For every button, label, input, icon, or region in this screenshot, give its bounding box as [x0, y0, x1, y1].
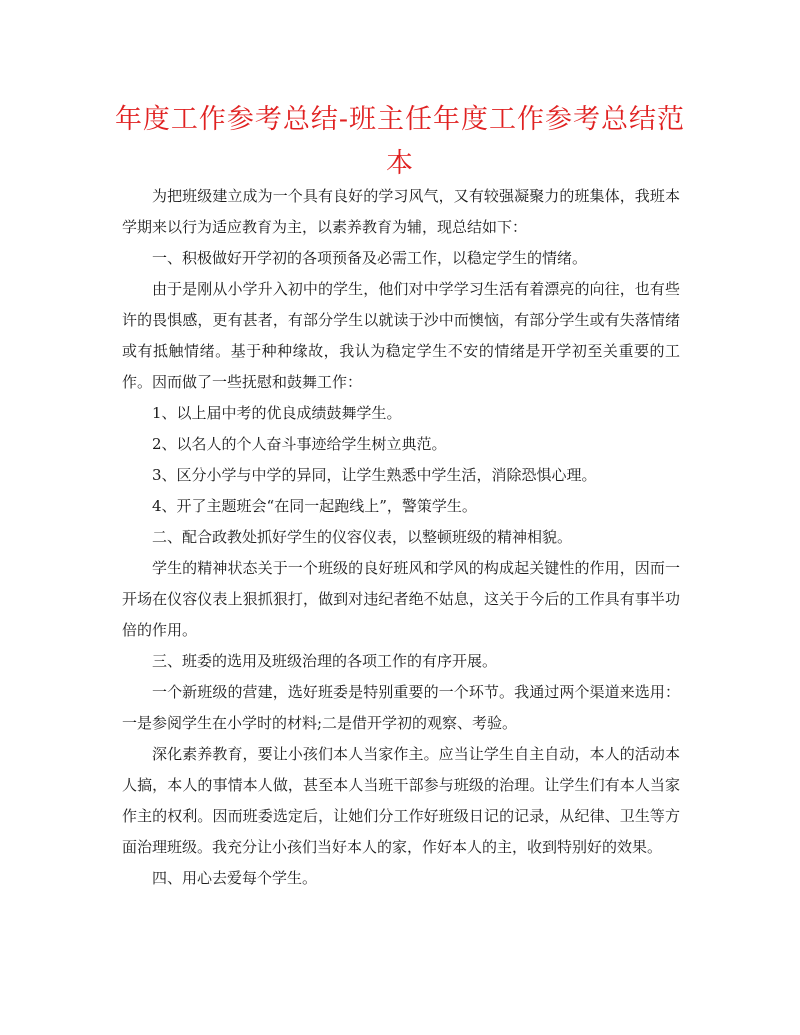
paragraph: 二、配合政教处抓好学生的仪容仪表，以整顿班级的精神相貌。 — [152, 528, 573, 546]
paragraph: 四、用心去爱每个学生。 — [152, 869, 318, 887]
paragraph: 为把班级建立成为一个具有良好的学习风气，又有较强凝聚力的班集体，我班本学期来以行为适应教育为主，以素养教育为辅，现总结如下： — [122, 187, 680, 236]
list-item: 3、区分小学与中学的异同，让学生熟悉中学生活，消除恐惧心理。 — [152, 466, 597, 484]
paragraph: 深化素养教育，要让小孩们本人当家作主。应当让学生自主自动，本人的活动本人搞，本人的事情本人做，甚至本人当班干部参与班级的治理。让学生们有本人当家作主的权利。因而班委选定后，让她们分工作好班级日记的记录，从纪律、卫生等方面治理班级。我充分让小孩们当好本人的家，作好本人的主，收到特别好的效果。 — [122, 745, 680, 856]
paragraph: 由于是刚从小学升入初中的学生，他们对中学学习生活有着漂亮的向往，也有些许的畏惧感，更有甚者，有部分学生以就读于沙中而懊恼，有部分学生或有失落情绪或有抵触情绪。基于种种缘故，我认为稳定学生不安的情绪是开学初至关重要的工作。因而做了一些抚慰和鼓舞工作： — [122, 280, 680, 391]
list-item: 2、以名人的个人奋斗事迹给学生树立典范。 — [152, 435, 447, 453]
list-item: 1、以上届中考的优良成绩鼓舞学生。 — [152, 404, 402, 422]
paragraph: 学生的精神状态关于一个班级的良好班风和学风的构成起关键性的作用，因而一开场在仪容仪表上狠抓狠打，做到对违纪者绝不姑息，这关于今后的工作具有事半功倍的作用。 — [122, 559, 680, 639]
paragraph: 三、班委的选用及班级治理的各项工作的有序开展。 — [152, 652, 498, 670]
paragraph: 一、积极做好开学初的各项预备及必需工作，以稳定学生的情绪。 — [152, 249, 588, 267]
document-title: 年度工作参考总结-班主任年度工作参考总结范本 — [114, 104, 686, 179]
paragraph: 一个新班级的营建，选好班委是特别重要的一个环节。我通过两个渠道来选用：一是参阅学生在小学时的材料;二是借开学初的观察、考验。 — [122, 683, 680, 732]
document-body — [122, 181, 680, 894]
list-item: 4、开了主题班会“在同一起跑线上”，警策学生。 — [152, 497, 477, 515]
